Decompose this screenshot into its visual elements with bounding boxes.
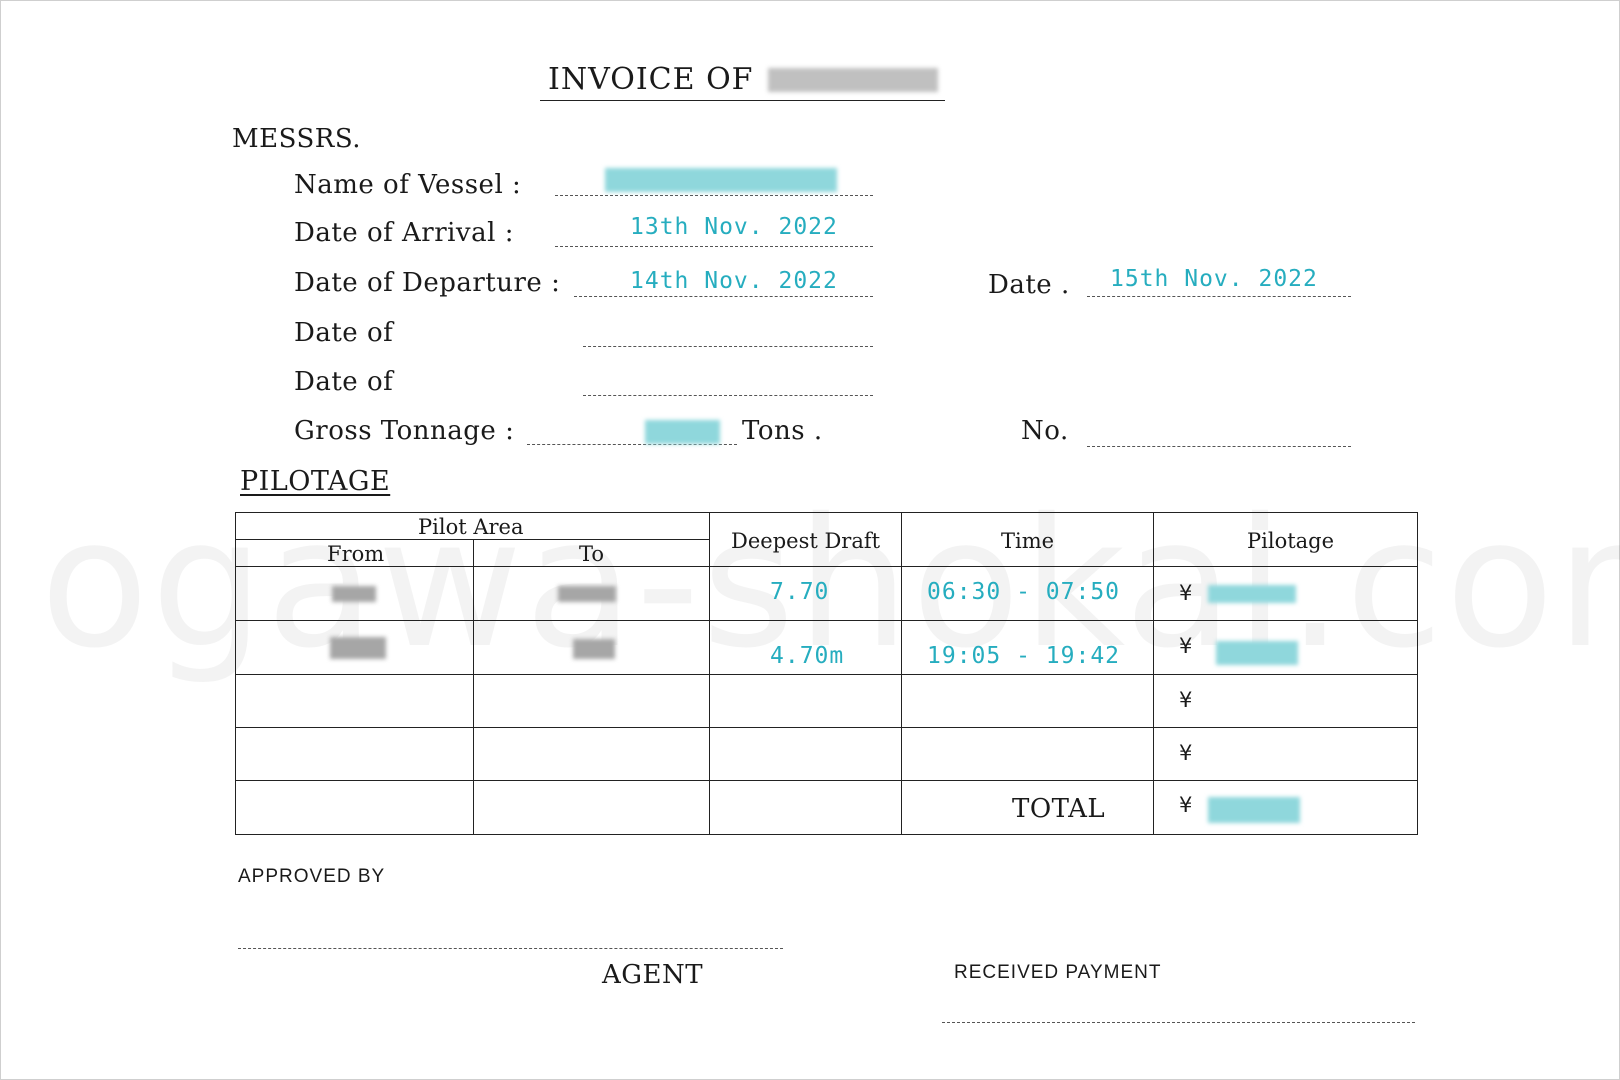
pilotage-table (235, 512, 1418, 835)
redacted-tonnage (645, 420, 720, 444)
received-payment-label: RECEIVED PAYMENT (954, 962, 1162, 983)
redacted-amount-2 (1216, 641, 1298, 665)
received-payment-line (942, 1022, 1415, 1023)
redacted-from-2 (330, 637, 386, 659)
redacted-company-name (768, 68, 938, 92)
redacted-from-1 (332, 586, 376, 602)
approved-by-label: APPROVED BY (238, 866, 386, 887)
time-value-2: 19:05 - 19:42 (927, 643, 1121, 669)
draft-value-1: 7.70 (770, 579, 830, 605)
agent-label: AGENT (602, 960, 704, 990)
invoice-title (540, 58, 945, 101)
departure-date-line (574, 296, 873, 297)
gross-tonnage-line (527, 444, 737, 445)
draft-value-2: 4.70m (770, 643, 845, 669)
date-of-label-2: Date of (294, 367, 394, 397)
pilotage-section-heading: PILOTAGE (240, 466, 391, 497)
redacted-total-amount (1208, 797, 1300, 823)
departure-date-value: 14th Nov. 2022 (630, 268, 838, 294)
date-of-line-1 (583, 346, 873, 347)
yen-sign-1: ¥ (1179, 581, 1193, 605)
to-header: To (579, 542, 605, 566)
pilotage-header: Pilotage (1247, 529, 1335, 553)
date-of-line-2 (583, 395, 873, 396)
yen-sign-3: ¥ (1179, 688, 1193, 712)
invoice-date-value: 15th Nov. 2022 (1110, 266, 1318, 292)
yen-sign-2: ¥ (1179, 634, 1193, 658)
redacted-amount-1 (1208, 585, 1296, 603)
invoice-date-label: Date . (988, 270, 1070, 300)
yen-sign-4: ¥ (1179, 741, 1193, 765)
invoice-title-text: INVOICE OF (548, 62, 754, 97)
vessel-name-line (555, 195, 873, 196)
total-yen-sign: ¥ (1179, 793, 1193, 817)
messrs-label: MESSRS. (232, 124, 361, 154)
arrival-date-label: Date of Arrival : (294, 218, 514, 248)
vessel-name-label: Name of Vessel : (294, 170, 522, 200)
time-value-1: 06:30 - 07:50 (927, 579, 1121, 605)
number-label: No. (1021, 416, 1069, 446)
approved-by-line (238, 948, 783, 949)
from-header: From (327, 542, 385, 566)
gross-tonnage-label: Gross Tonnage : (294, 416, 515, 446)
deepest-draft-header: Deepest Draft (731, 529, 881, 553)
departure-date-label: Date of Departure : (294, 268, 561, 298)
time-header: Time (1001, 529, 1055, 553)
total-label: TOTAL (1012, 794, 1106, 824)
number-line (1087, 446, 1351, 447)
tons-unit-label: Tons . (742, 416, 823, 446)
pilot-area-header: Pilot Area (418, 515, 524, 539)
invoice-date-line (1087, 296, 1351, 297)
redacted-to-2 (573, 639, 615, 659)
redacted-to-1 (558, 586, 616, 602)
arrival-date-line (555, 246, 873, 247)
date-of-label-1: Date of (294, 318, 394, 348)
redacted-vessel-name (605, 168, 837, 192)
arrival-date-value: 13th Nov. 2022 (630, 214, 838, 240)
